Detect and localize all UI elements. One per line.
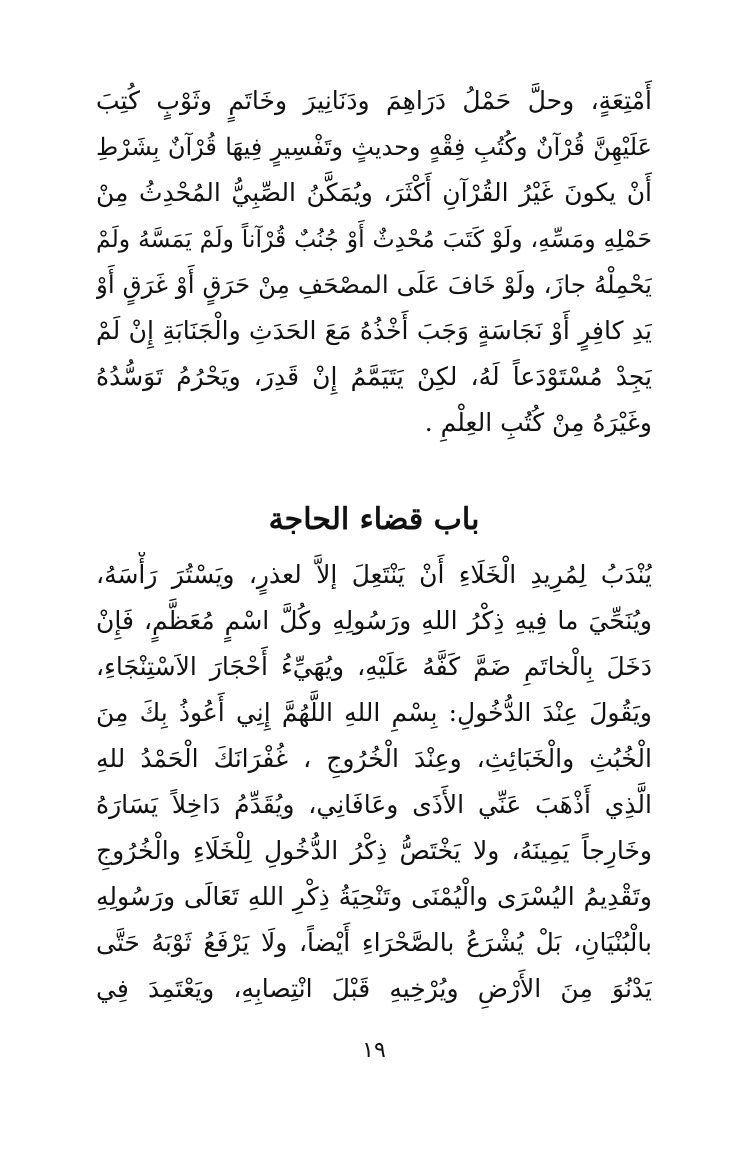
paragraph-1-line: عَلَيْهِنَّ قُرْآنٌ وكُتُبِ فِقْهٍ وحديثٍ وتَفْسِيرٍ فِيهَا قُرْآنٌ بِشَرْطِ — [96, 133, 652, 161]
paragraph-1-line: أَنْ يكونَ غَيْرُ القُرْآنِ أَكْثَرَ، ويُمَكَّنُ الصِّبِيُّ المُحْدِثُ مِنْ — [96, 178, 652, 207]
paragraph-2-line: دَخَلَ بِالْخاتَمِ ضَمَّ كَفَّهُ عَلَيْهِ، ويُهَيِّءُ أَحْجَارَ الاَسْتِنْجَاءِ، — [96, 652, 652, 681]
paragraph-2-line: وتَقْدِيمُ اليُسْرَى والْيُمْنَى وتَنْحِيَةُ ذِكْرِ اللهِ تَعَالَى ورَسُولِهِ — [96, 882, 652, 911]
paragraph-2-line: يُنْدَبُ لِمُرِيدِ الْخَلَاءِ أَنْ يَنْتَعِلَ إلاَّ لعذرٍ، ويَسْتُرَ رَأْسَهُ، — [96, 560, 652, 589]
page-number: ١٩ — [362, 1038, 386, 1063]
paragraph-1-line: يَحْمِلْهُ جازَ، ولَوْ خَافَ عَلَى المصْحَفِ مِنْ حَرَقٍ أَوْ غَرَقٍ أَوْ — [96, 270, 652, 299]
paragraph-1-line: يَدِ كافِرٍ أَوْ نَجَاسَةٍ وَجَبَ أَخْذُهُ مَعَ الحَدَثِ والْجَنَابَةِ إِنْ لَمْ — [96, 316, 652, 345]
paragraph-2-line: ويُنَحِّيَ ما فِيهِ ذِكْرُ اللهِ ورَسُولِهِ وكُلَّ اسْمٍ مُعَظَّمٍ، فَإِنْ — [96, 606, 652, 635]
paragraph-1-line: حَمْلِهِ ومَسِّهِ، ولَوْ كَتَبَ مُحْدِثٌ أَوْ جُنُبٌ قُرْآناً ولَمْ يَمَسَّهُ ولَمْ — [96, 225, 652, 253]
paragraph-2-line: وخَارِجاً يَمِينَهُ، ولا يَخْتَصُّ ذِكْرُ الدُّخُولِ لِلْخَلَاءِ والْخُرُوجِ — [96, 836, 652, 865]
paragraph-2-line: يَدْنُوَ مِنَ الأَرْضِ ويُرْخِيهِ قَبْلَ انْتِصابِهِ، ويَعْتَمِدَ فِي — [96, 974, 652, 1003]
paragraph-2-line: الَّذِي أَذْهَبَ عَنِّي الأَذَى وعَافَانِي، ويُقَدِّمُ دَاخِلاً يَسَارَهُ — [96, 790, 652, 819]
paragraph-1-line: وغَيْرَهُ مِنْ كُتُبِ العِلْمِ . — [424, 408, 652, 437]
paragraph-2 — [96, 552, 652, 1012]
paragraph-2-line: الْخُبُثِ والْخَبَائِثِ، وعِنْدَ الْخُرُوجِ ، غُفْرَانَكَ الْحَمْدُ للهِ — [96, 744, 652, 773]
paragraph-1-line: يَجِدْ مُسْتَوْدَعاً لَهُ، لكِنْ يَتَيَمَّمُ إِنْ قَدِرَ، ويَحْرُمُ تَوَسُّدُهُ — [96, 362, 652, 391]
paragraph-2-line: بالْبُنْيَانِ، بَلْ يُشْرَعُ بالصَّحْرَاءِ أَيْضاً، ولَا يَرْفَعُ ثَوْبَهُ حَتَّى — [96, 928, 652, 957]
paragraph-1-line: أَمْتِعَةٍ، وحلَّ حَمْلُ دَرَاهِمَ ودَنَانِيرَ وخَاتَمٍ وثَوْبٍ كُتِبَ — [96, 86, 652, 115]
chapter-title: باب قضاء الحاجة — [268, 502, 480, 537]
paragraph-2-line: ويَقُولَ عِنْدَ الدُّخُولِ: بِسْمِ اللهِ اللَّهُمَّ إِنِي أَعُوذُ بِكَ مِنَ — [96, 698, 652, 727]
paragraph-1 — [96, 78, 652, 446]
